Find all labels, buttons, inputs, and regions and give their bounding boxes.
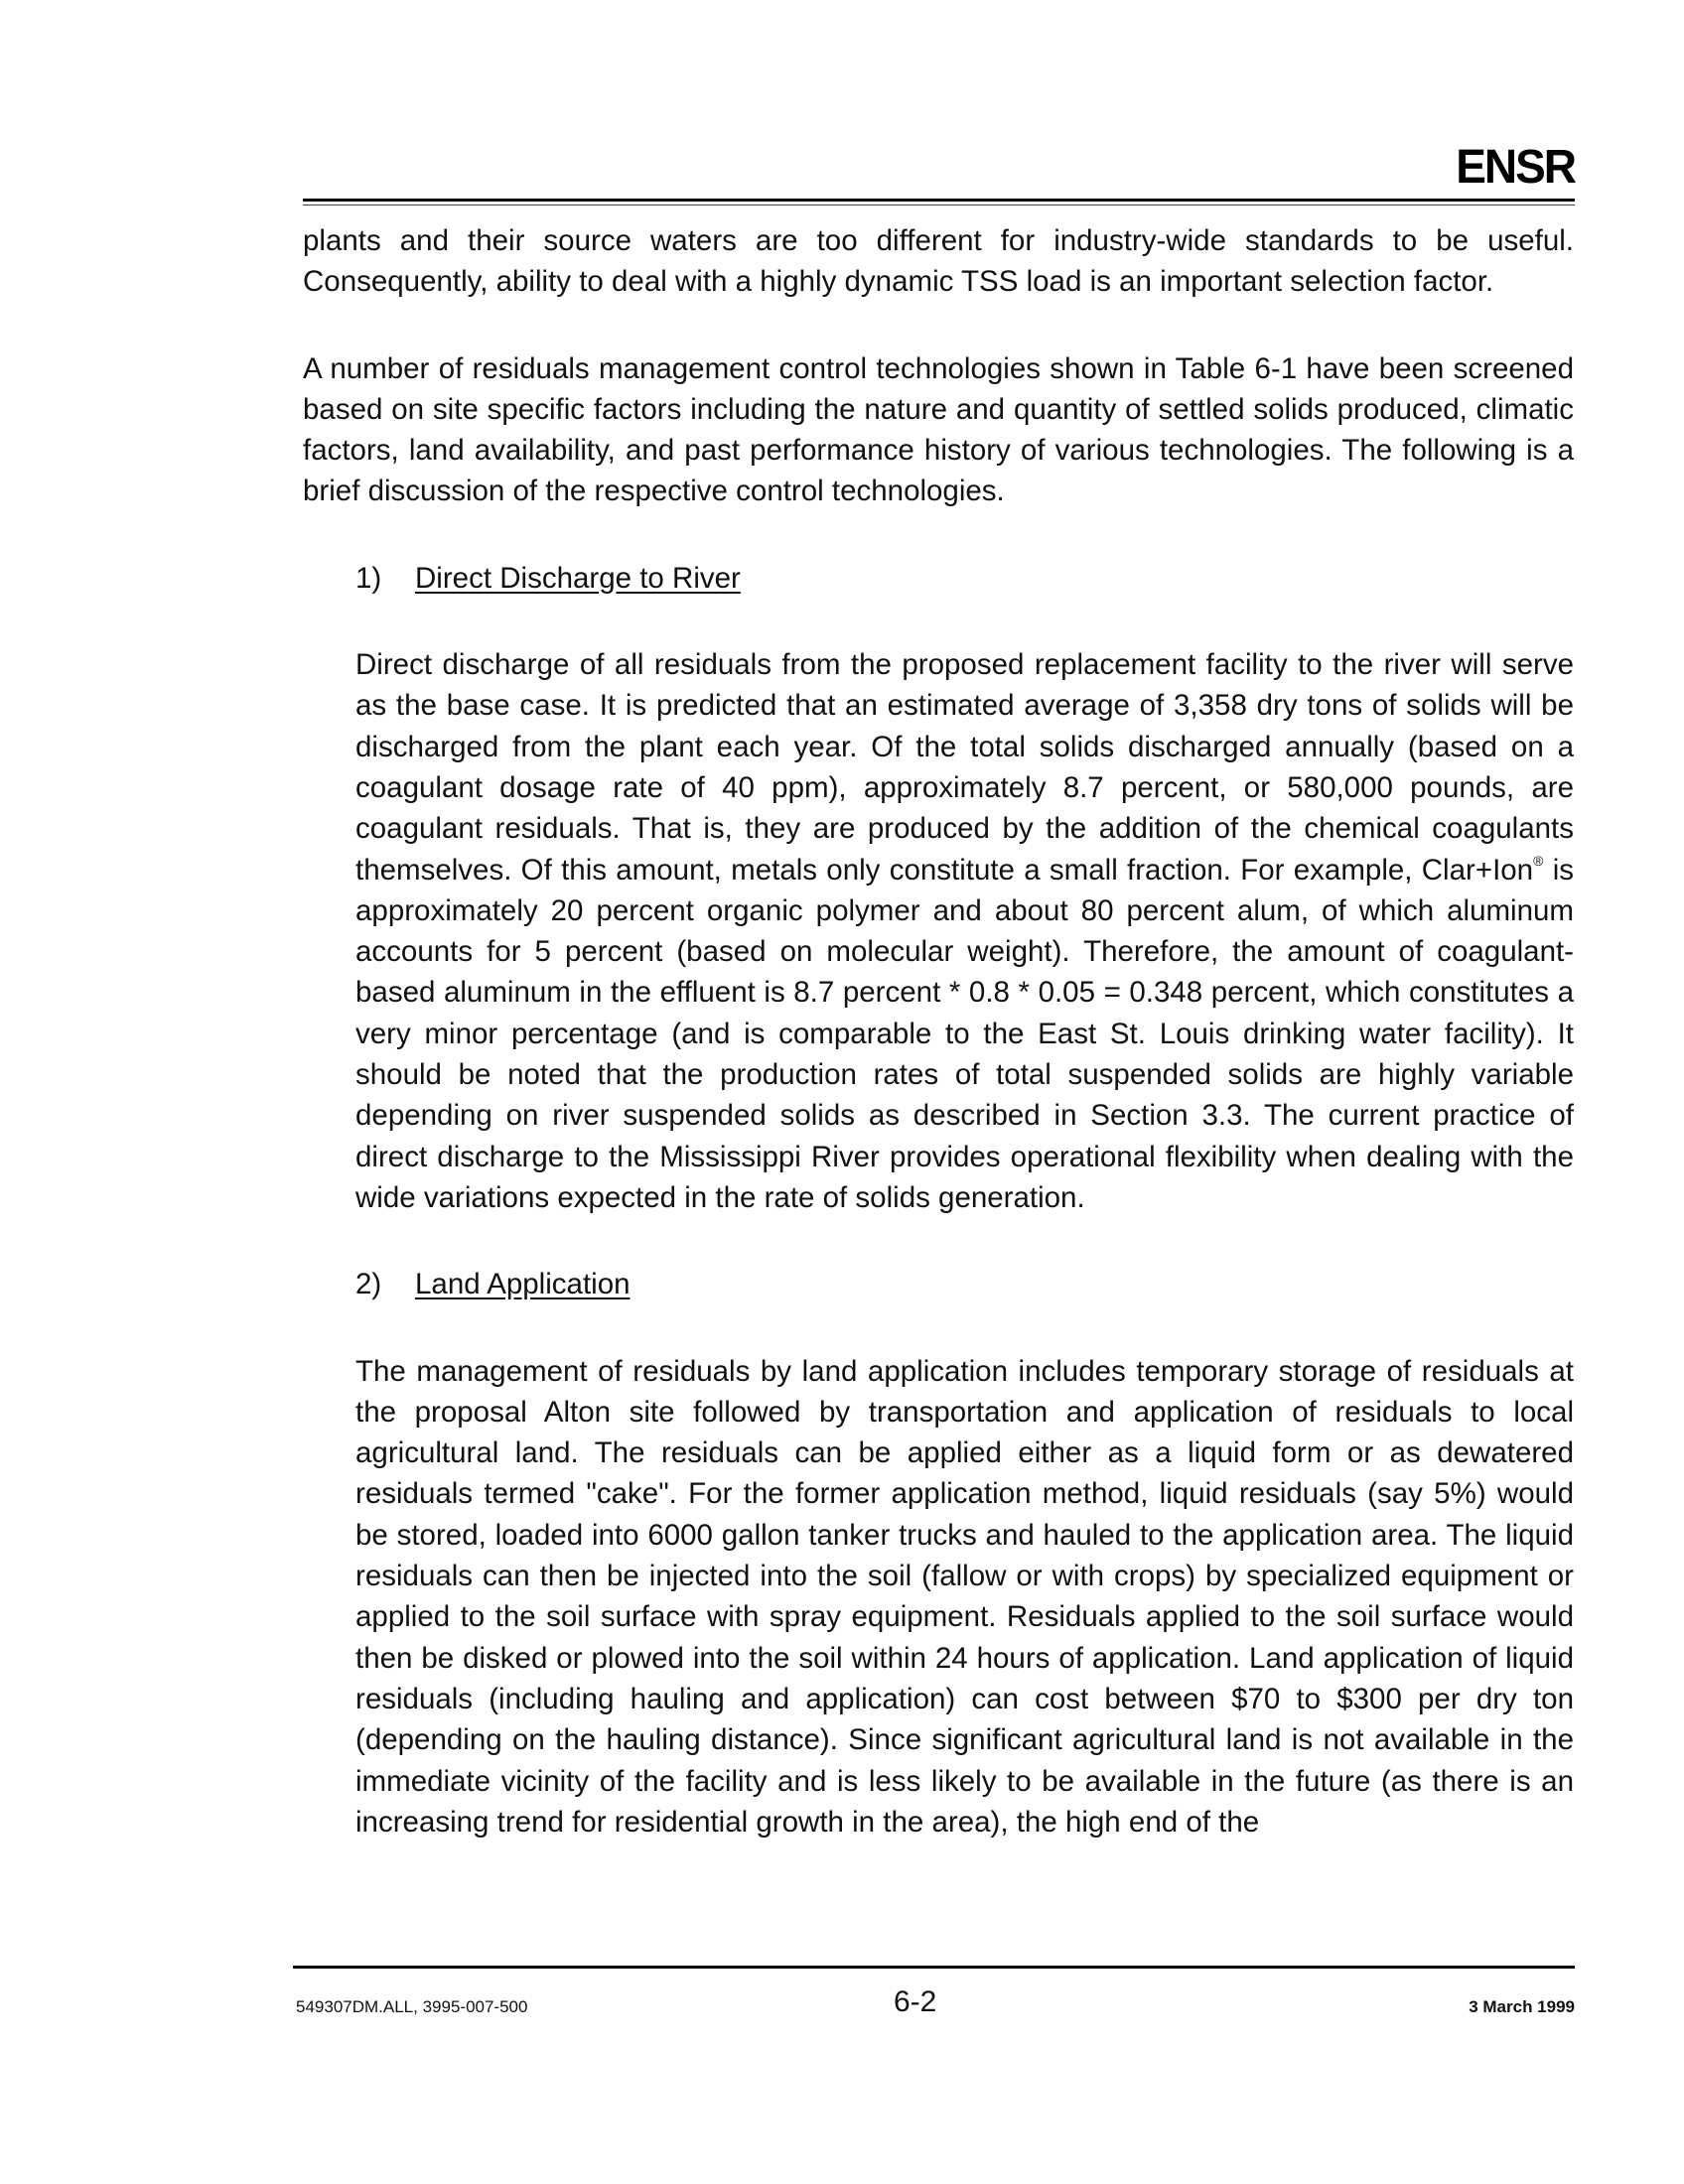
paragraph-direct-discharge: [355, 644, 1574, 1218]
page-number: 6-2: [894, 1985, 937, 2018]
header-rule: [303, 199, 1575, 202]
body-text: [303, 220, 1574, 1843]
footer-rule: [293, 1966, 1575, 1969]
item-number: 2): [355, 1268, 382, 1301]
footer-date: 3 March 1999: [1469, 1997, 1575, 2016]
item-title: Land Application: [415, 1268, 631, 1301]
item-number: 1): [355, 561, 382, 595]
item-heading-direct-discharge: [355, 558, 1574, 599]
text-segment: Direct discharge of all residuals from the proposed replacement facility to the river will serve as the base case. It is predicted that an estimated average of 3,358 dry tons of solids will be discharged from the plant each year. Of the total solids discharged annually (based on a coagulant dosage rate of 40 ppm), approximately 8.7 percent, or 580,000 pounds, are coagulant residuals. That is, they are produced by the addition of the chemical coagulants themselves. Of this amount, metals only constitute a small fraction. For example, Clar+Ion: [355, 648, 1574, 887]
footer-doc-id: 549307DM.ALL, 3995-007-500: [296, 1997, 528, 2016]
text-segment: is approximately 20 percent organic polymer and about 80 percent alum, of which aluminum accounts for 5 percent (based on molecular weight). Therefore, the amount of coagulant-based aluminum in the effluent is 8.7 percent * 0.8 * 0.05 = 0.348 percent, which constitutes a very minor percentage (and is comparable to the East St. Louis drinking water facility). It should be noted that the production rates of total suspended solids are highly variable depending on river suspended solids as described in Section 3.3. The current practice of direct discharge to the Mississippi River provides operational flexibility when dealing with the wide variations expected in the rate of solids generation.: [355, 853, 1575, 1214]
paragraph-land-application: The management of residuals by land application includes temporary storage of residuals at the proposal Alton site followed by transportation and application of residuals to local agricultural land. The residuals can be applied either as a liquid form or as dewatered residuals termed "cake". For the former application method, liquid residuals (say 5%) would be stored, loaded into 6000 gallon tanker trucks and hauled to the application area. The liquid residuals can then be injected into the soil (fallow or with crops) by specialized equipment or applied to the soil surface with spray equipment. Residuals applied to the soil surface would then be disked or plowed into the soil within 24 hours of application. Land application of liquid residuals (including hauling and application) can cost between $70 to $300 per dry ton (depending on the hauling distance). Since significant agricultural land is not available in the immediate vicinity of the facility and is less likely to be available in the future (as there is an increasing trend for residential growth in the area), the high end of the: [355, 1354, 1574, 1839]
paragraph-tss: plants and their source waters are too different for industry-wide standards to be useful. Consequently, ability to deal with a highly dynamic TSS load is an important selection factor.: [303, 224, 1574, 299]
paragraph-technologies: A number of residuals management control technologies shown in Table 6-1 have been screened based on site specific factors including the nature and quantity of settled solids produced, climatic factors, land availability, and past performance history of various technologies. The following is a brief discussion of the respective control technologies.: [303, 351, 1574, 508]
registered-mark: ®: [1533, 852, 1544, 869]
item-title: Direct Discharge to River: [415, 561, 741, 595]
item-heading-land-application: [355, 1264, 1574, 1304]
ensr-logo: ENSR: [1456, 138, 1575, 194]
